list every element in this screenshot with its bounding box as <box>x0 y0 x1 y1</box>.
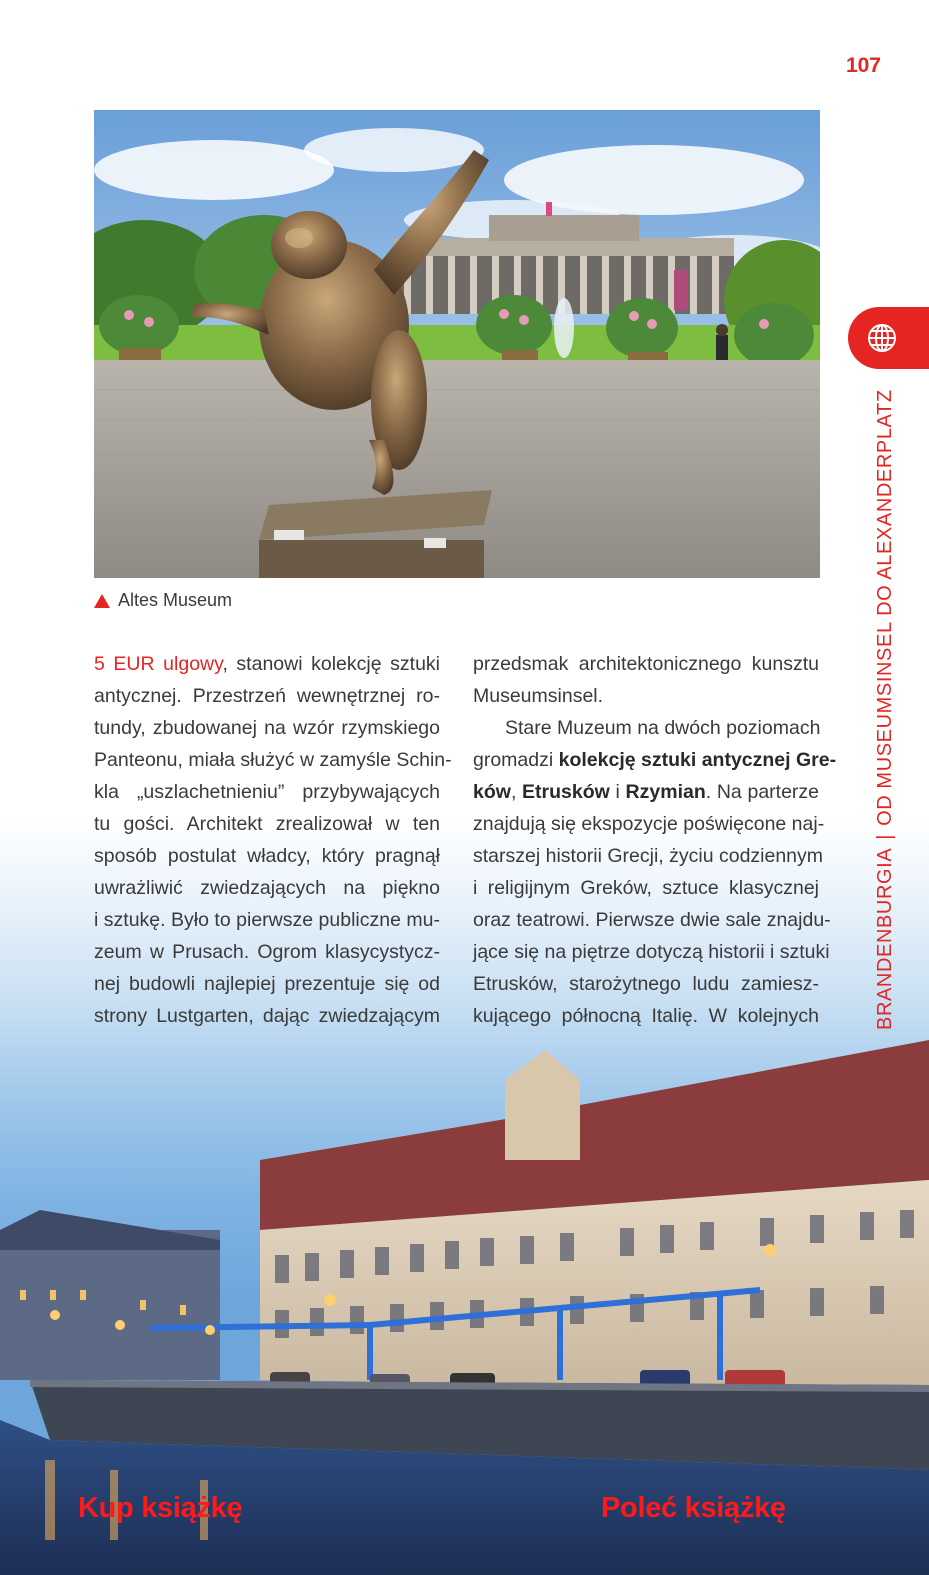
text-line: przedsmak architektonicznego kunsztu <box>473 653 819 675</box>
text-line: nej budowli najlepiej prezentuje się od <box>94 973 440 995</box>
text-line: tu gości. Architekt zrealizował w ten <box>94 813 440 835</box>
page-number: 107 <box>845 54 881 77</box>
caption-text: Altes Museum <box>118 590 233 610</box>
chapter-side-title <box>867 389 903 1030</box>
text-line: strony Lustgarten, dając zwiedzającym <box>94 1005 440 1027</box>
text-line: Panteonu, miała służyć w zamyśle Schin- <box>94 749 452 771</box>
globe-icon <box>866 322 898 354</box>
text-line: tundy, zbudowanej na wzór rzymskiego <box>94 717 440 739</box>
text-line: gromadzi kolekcję sztuki antycznej Gre- <box>473 749 837 771</box>
buy-book-link[interactable]: Kup książkę <box>78 1492 243 1524</box>
text-line: starszej historii Grecji, życiu codziennym <box>473 845 824 867</box>
text-line: kla „uszlachetnieniu” przybywających <box>94 781 440 803</box>
photo-caption <box>94 590 232 611</box>
price-reduced: 5 EUR ulgowy <box>94 653 223 675</box>
left-column <box>94 648 452 1032</box>
right-column <box>473 648 837 1032</box>
recommend-book-link[interactable]: Poleć książkę <box>601 1492 786 1524</box>
text-line: ków, Etrusków i Rzymian. Na parterze <box>473 781 820 803</box>
text-line: sposób postulat władcy, który pragnął <box>94 845 440 867</box>
text-line: i sztukę. Było to pierwsze publiczne mu- <box>94 909 440 931</box>
section-tab <box>848 307 929 369</box>
text-line: oraz teatrowi. Pierwsze dwie sale znajdu- <box>473 909 831 931</box>
highlight-romans: Rzymian <box>625 781 706 803</box>
text-line: Etrusków, starożytnego ludu zamiesz- <box>473 973 819 995</box>
text-line: znajdują się ekspozycje poświęcone naj- <box>473 813 825 835</box>
text-line: zeum w Prusach. Ogrom klasycystycz- <box>94 941 440 963</box>
text-line: Museumsinsel. <box>473 685 604 707</box>
text-line: i religijnym Greków, sztuce klasycznej <box>473 877 819 899</box>
text-line: uwrażliwić zwiedzających na piękno <box>94 877 440 899</box>
region-label: BRANDENBURGIA <box>874 847 896 1030</box>
altes-museum-photo <box>94 110 820 578</box>
title-separator: | <box>874 833 896 840</box>
triangle-marker-icon <box>94 594 110 608</box>
text-line: kującego północną Italię. W kolejnych <box>473 1005 819 1027</box>
text-line: 5 EUR ulgowy, stanowi kolekcję sztuki <box>94 653 440 675</box>
chapter-label: OD MUSEUMSINSEL DO ALEXANDERPLATZ <box>874 389 896 826</box>
text-line: antycznej. Przestrzeń wewnętrznej ro- <box>94 685 440 707</box>
text-line: jące się na piętrze dotyczą historii i sztuki <box>473 941 830 963</box>
text-line: Stare Muzeum na dwóch poziomach <box>505 717 821 739</box>
highlight-etruscans: Etrusków <box>522 781 610 803</box>
highlight-collection: kolekcję sztuki antycznej Gre- <box>558 749 837 771</box>
